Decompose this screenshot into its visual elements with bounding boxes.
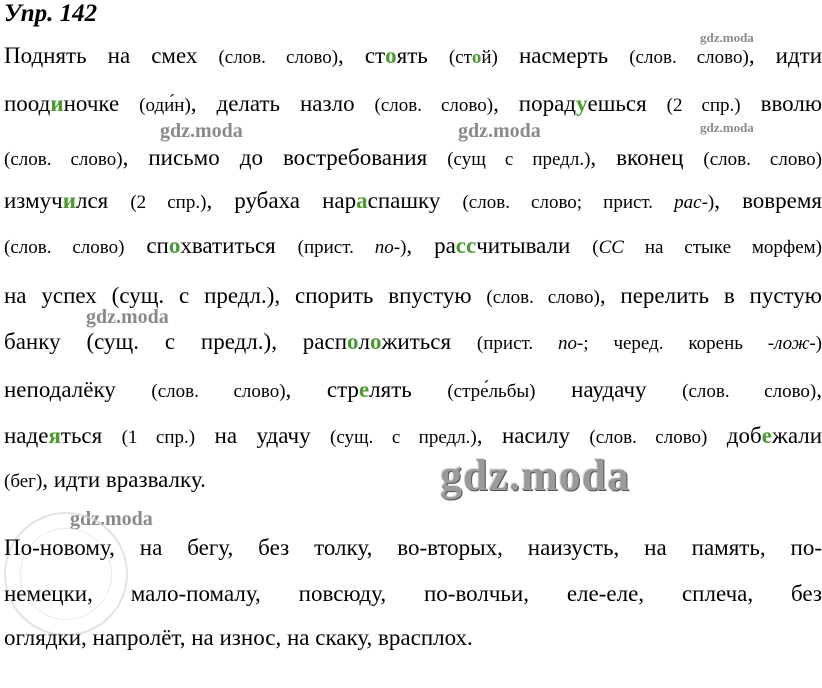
- text-line: поодиночке (оди́н), делать назло (слов. слово), порадуешься (2 спр.) вволю: [4, 91, 822, 116]
- text-line: (слов. слово) спохватиться (прист. по-), рассчитывали (СС на стыке морфем): [4, 233, 822, 258]
- watermark-seal: [4, 512, 128, 636]
- text-line: неподалёку (слов. слово), стрелять (стре́льбы) наудачу (слов. слово),: [4, 377, 822, 402]
- text-line: По-новому, на бегу, без толку, во-вторых, наизусть, на память, по-: [4, 535, 822, 560]
- text-line: измучился (2 спр.), рубаха нараспашку (слов. слово; прист. рас-), вовремя: [4, 188, 822, 213]
- watermark-large: gdz.moda: [440, 451, 631, 500]
- text-line: (бег), идти вразвалку.: [4, 467, 206, 492]
- watermark: gdz.moda: [160, 120, 243, 142]
- watermark: gdz.moda: [458, 120, 541, 142]
- exercise-title: Упр. 142: [4, 0, 98, 27]
- text-line: на успех (сущ. с предл.), спорить впустую (слов. слово), перелить в пустую: [4, 283, 822, 308]
- text-line: Поднять на смех (слов. слово), стоять (стой) насмерть (слов. слово), идти: [4, 43, 822, 68]
- watermark: gdz.moda: [700, 30, 754, 45]
- text-line: немецки, мало-помалу, повсюду, по-волчьи, еле-еле, сплеча, без: [4, 581, 822, 606]
- watermark: gdz.moda: [700, 120, 754, 135]
- text-line: банку (сущ. с предл.), расположиться (прист. по-; черед. корень -лож-): [4, 329, 822, 354]
- text-line: (слов. слово), письмо до востребования (сущ с предл.), вконец (слов. слово): [4, 145, 822, 170]
- text-line: оглядки, напролёт, на износ, на скаку, врасплох.: [4, 625, 473, 650]
- text-line: надеяться (1 спр.) на удачу (сущ. с предл.), насилу (слов. слово) добежали: [4, 423, 822, 448]
- watermark: gdz.moda: [86, 306, 169, 328]
- top-edge-mark: [720, 0, 800, 10]
- watermark: gdz.moda: [70, 508, 153, 530]
